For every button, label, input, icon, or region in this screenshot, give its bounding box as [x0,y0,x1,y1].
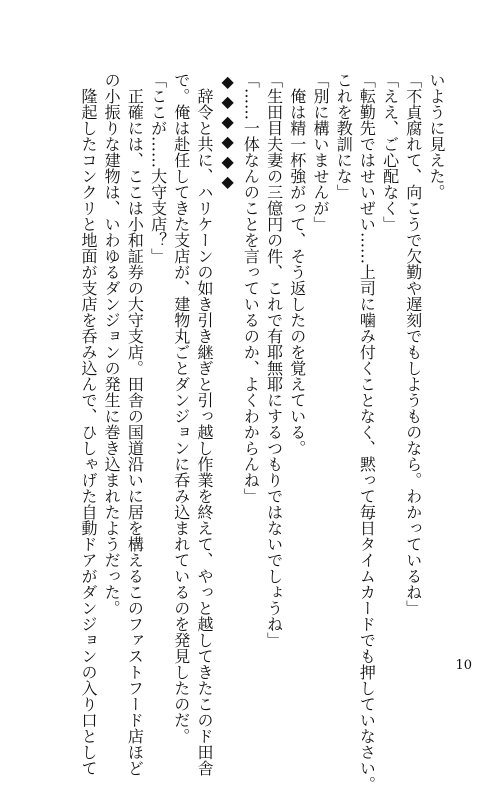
text-line: の小振りな建物は、いわゆるダンジョンの発生に巻き込まれたようだった。 [102,72,122,616]
page-number: 10 [455,658,472,673]
text-line: これを教訓にな」 [334,72,354,200]
text-line: 正確には、ここは小和証券の大守支店。田舎の国道沿いに居を構えるこのファストフード店ほど [125,72,145,776]
text-line: いように見えた。 [427,72,446,200]
text-line: 俺は精一杯強がって、そう返したのを覚えている。 [287,72,307,456]
text-line: 「生田目夫妻の三億円の件、これで有耶無耶にするつもりではないでしょうね」 [264,72,284,648]
text-line: 「不貞腐れて、向こうで欠勤や遅刻でもしようものなら。わかっているね」 [403,72,423,616]
vertical-text-body [77,72,448,792]
text-line: 「ここが……大守支店？」 [148,72,168,264]
text-line: 辞令と共に、ハリケーンの如き引き継ぎと引っ越し作業を終えて、やっと越してきたこのド田舎 [194,72,214,776]
text-line: 「……一体なんのことを言っているのか、よくわからんね」 [241,72,261,504]
text-line: 隆起したコンクリと地面が支店を呑み込んで、ひしゃげた自動ドアがダンジョンの入り口として [78,72,98,776]
text-line: で。俺は赴任してきた支店が、建物丸ごとダンジョンに呑み込まれているのを発見したのだ。 [171,72,191,744]
text-line: 「転勤先ではせいぜい……上司に噛み付くことなく、黙って毎日タイムカードでも押していなさい。 [357,72,377,792]
text-line: 「ええ、ご心配なく」 [380,72,400,232]
section-separator: ◆◆◆◆◆◆ [218,72,238,192]
text-line: 「別に構いませんが」 [310,72,330,232]
